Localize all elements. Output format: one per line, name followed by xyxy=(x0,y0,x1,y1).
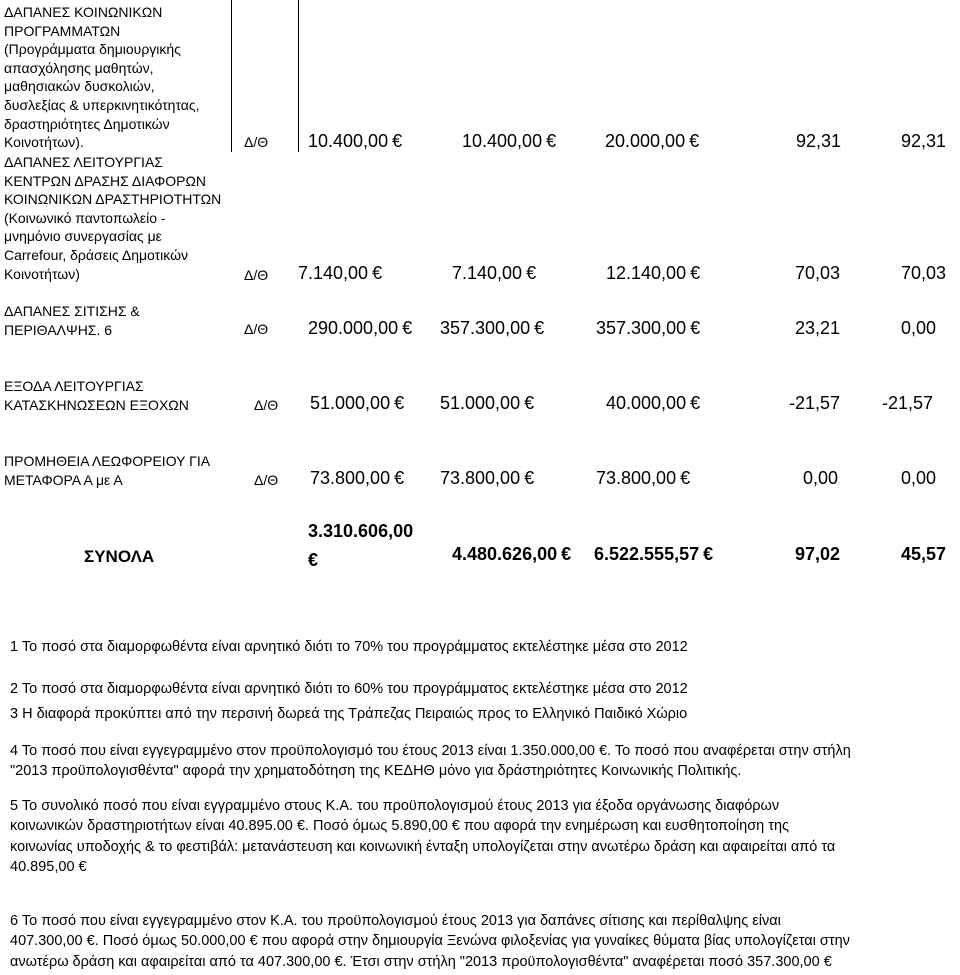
row-col5: 92,31 xyxy=(901,131,947,151)
footnote-2: 2 Το ποσό στα διαμορφωθέντα είναι αρνητικό διότι το 60% του προγράμματος εκτελέστηκε μέσα στο 2012 xyxy=(10,681,688,697)
totals-label: ΣΥΝΟΛΑ xyxy=(84,547,155,566)
footnote-5: 5 Το συνολικό ποσό που είναι εγγραμμένο στους Κ.Α. του προϋπολογισμού έτους 2013 για έξοδα οργάνωσης διαφόρων κοινωνικών δραστηριοτήτων είναι 40.895.00 €. Ποσό όμως 5.890,00 € που αφορά την ενημέρωση και ευσθητοποίηση της κοινωνίας υποδοχής & το φεστιβάλ: μετανάστευση και κοινωνική ένταξη υπολογίζεται στην ανωτέρω δράση και αφαιρείται από τα 40.895,00 € xyxy=(10,798,836,875)
row-col2: 7.140,00 € xyxy=(452,263,537,283)
row-col1: 290.000,00 € xyxy=(308,318,413,338)
totals-col3: 6.522.555,57 € xyxy=(594,544,714,564)
row-col3: 357.300,00 € xyxy=(596,318,701,338)
totals-col1: 3.310.606,00 € xyxy=(308,521,414,570)
row-dth: Δ/Θ xyxy=(244,321,269,337)
row-description: ΠΡΟΜΗΘΕΙΑ ΛΕΩΦΟΡΕΙΟΥ ΓΙΑ ΜΕΤΑΦΟΡΑ Α με Α xyxy=(4,453,211,488)
row-col3: 40.000,00 € xyxy=(606,393,701,413)
row-col2: 357.300,00 € xyxy=(440,318,545,338)
row-col3: 12.140,00 € xyxy=(606,263,701,283)
row-col1: 7.140,00 € xyxy=(298,263,383,283)
row-col1: 51.000,00 € xyxy=(310,393,405,413)
column-rule xyxy=(231,0,232,152)
row-dth: Δ/Θ xyxy=(254,397,279,413)
row-col5: 0,00 xyxy=(901,318,937,338)
column-rule xyxy=(298,0,299,152)
row-description: ΔΑΠΑΝΕΣ ΛΕΙΤΟΥΡΓΙΑΣ ΚΕΝΤΡΩΝ ΔΡΑΣΗΣ ΔΙΑΦΟΡΩΝ ΚΟΙΝΩΝΙΚΩΝ ΔΡΑΣΤΗΡΙΟΤΗΤΩΝ (Κοινωνικό παντοπωλείο - μνημόνιο συνεργασίας με Carrefour, δράσεις Δημοτικών Κοινοτήτων) xyxy=(4,154,222,282)
footnote-3: 3 Η διαφορά προκύπτει από την περσινή δωρεά της Τράπεζας Πειραιώς προς το Ελληνικό Παιδικό Χώριο xyxy=(10,706,688,722)
row-col2: 10.400,00 € xyxy=(462,131,557,151)
row-col3: 20.000,00 € xyxy=(605,131,700,151)
row-description: ΔΑΠΑΝΕΣ ΣΙΤΙΣΗΣ & ΠΕΡΙΘΑΛΨΗΣ. 6 xyxy=(4,303,140,338)
row-col5: 70,03 xyxy=(901,263,947,283)
row-col4: 92,31 xyxy=(796,131,842,151)
row-description: ΔΑΠΑΝΕΣ ΚΟΙΝΩΝΙΚΩΝ ΠΡΟΓΡΑΜΜΑΤΩΝ (Προγράμματα δημιουργικής απασχόλησης μαθητών, μαθησιακών δυσκολιών, δυσλεξίας & υπερκινητικότητας, δραστηριότητες Δημοτικών Κοινοτήτων). xyxy=(4,4,200,151)
footnote-1: 1 Το ποσό στα διαμορφωθέντα είναι αρνητικό διότι το 70% του προγράμματος εκτελέστηκε μέσα στο 2012 xyxy=(10,639,688,655)
row-col3: 73.800,00 € xyxy=(596,468,691,488)
row-dth: Δ/Θ xyxy=(254,472,279,488)
row-col4: 23,21 xyxy=(795,318,841,338)
row-col4: 70,03 xyxy=(795,263,841,283)
footnote-4: 4 Το ποσό που είναι εγγεγραμμένο στον προϋπολογισμό του έτους 2013 είναι 1.350.000,00 €. Το ποσό που αναφέρεται στην στήλη "2013 προϋπολογισθέντα" αφορά την χρηματοδότηση της ΚΕΔΗΘ μόνο για δράστηριότητες Κοινωνικής Πολιτικής. xyxy=(10,743,851,780)
row-description: ΕΞΟΔΑ ΛΕΙΤΟΥΡΓΙΑΣ ΚΑΤΑΣΚΗΝΩΣΕΩΝ ΕΞΟΧΩΝ xyxy=(4,378,189,413)
row-dth: Δ/Θ xyxy=(244,267,269,283)
totals-col2: 4.480.626,00 € xyxy=(452,544,572,564)
row-col4: -21,57 xyxy=(789,393,841,413)
row-col1: 10.400,00 € xyxy=(308,131,403,151)
row-col4: 0,00 xyxy=(803,468,839,488)
row-col5: 0,00 xyxy=(901,468,937,488)
footnote-6: 6 Το ποσό που είναι εγγεγραμμένο στον Κ.Α. του προϋπολογισμού έτους 2013 για δαπάνες σίτισης και περίθαλψης είναι 407.300,00 €. Ποσό όμως 50.000,00 € που αφορά στην δημιουργία Ξενώνα φιλοξενίας για γυναίκες θύματα βίας υπολογίζεται στην ανωτέρω δράση και αφαιρείται από τα 407.300,00 €. Έτσι στην στήλη "2013 προϋπολογισθέντα" αναφέρεται ποσό 357.300,00 € xyxy=(10,913,850,970)
row-col2: 51.000,00 € xyxy=(440,393,535,413)
totals-col5: 45,57 xyxy=(901,544,947,564)
totals-col4: 97,02 xyxy=(795,544,841,564)
row-col1: 73.800,00 € xyxy=(310,468,405,488)
row-col2: 73.800,00 € xyxy=(440,468,535,488)
row-dth: Δ/Θ xyxy=(244,134,269,150)
row-col5: -21,57 xyxy=(882,393,934,413)
